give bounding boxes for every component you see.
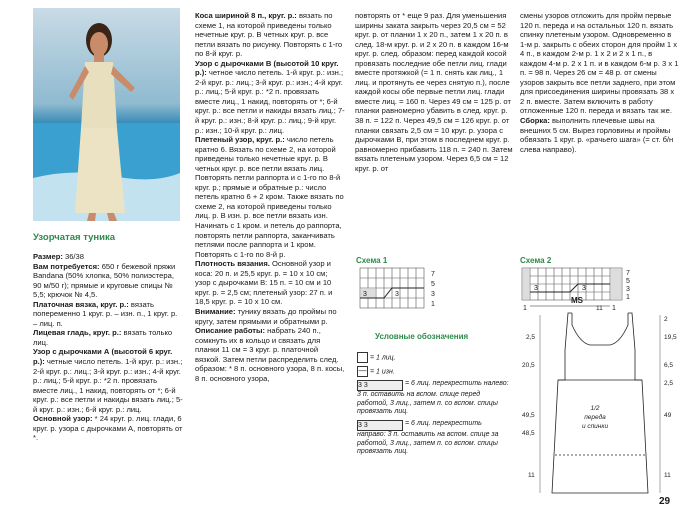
col2-paragraph: Описание работы: набрать 240 п., сомкнуть их в кольцо и связать для планки 11 см = 3 круг. р. платочной вязкой. Затем петли распределить след. образом: * 8 п. основного узора, 8 п. косы, 8 п. основного узора, bbox=[195, 326, 345, 383]
col4-text: смены узоров отложить для пройм первые 120 п. переда и на остальных 120 п. вязать спинку плетеным узором. Одновременно в 1-м р. закрыть с обеих сторон для пройм 1 х 4 п., в каждом 2-м р. 1 х 2 и 2 х 1 п., в каждом 4-м р. 2 х 1 п. и в каждом 6-м р. 3 х 1 п. = 98 п. Через 26 см = 48 р. от смены узоров закрыть все петли заднего, при этом для присоединения ширины провязать 38 х 2 п. вместе. Затем включить в работу отложенные 120 п. переда и вязать так же. bbox=[520, 11, 679, 116]
schema-2-mark-a: 3 bbox=[534, 285, 538, 292]
dim-left-4: 11 bbox=[528, 472, 535, 479]
col2-paragraph: Узор с дырочками В (высотой 10 круг. р.): четное число петель. 1-й круг. р.: изн.; 2-й круг. р.: лиц.; 3-й круг. р.: изн.; 4-й круг. р.: лиц.; 5-й круг. р.: *2 п. провязать вместе лиц., 1 накид, повторять от *; 6-й круг. р.: все петли и накиды вязать лиц.; 7-й круг. р.: изн.; 8-й круг. р.: лиц.; 9-й круг. р.: изн.; 10-й круг. р.: лиц. bbox=[195, 58, 345, 135]
legend-item-purl: — = 1 изн. bbox=[358, 366, 395, 376]
schema-2-row-1: 1 bbox=[626, 294, 630, 301]
dim-left-1: 20,5 bbox=[522, 362, 535, 369]
dim-right-0: 2 bbox=[664, 316, 668, 323]
schema-1-row-3: 3 bbox=[431, 291, 435, 298]
schema-1-row-1: 1 bbox=[431, 301, 435, 308]
page-number: 29 bbox=[659, 496, 671, 507]
col2-paragraph: Внимание: тунику вязать до проймы по кругу, затем прямыми и обратными р. bbox=[195, 306, 337, 326]
col1-paragraph: Платочная вязка, круг. р.: вязать попеременно 1 круг. р. – изн. п., 1 круг. р. – лиц. п. bbox=[33, 299, 178, 328]
schema-2-row-7: 7 bbox=[626, 270, 630, 277]
pattern-label-line1: 1/2 bbox=[590, 405, 600, 412]
schema-1-row-5: 5 bbox=[431, 281, 435, 288]
schema-2-ms-label: MS bbox=[571, 296, 583, 305]
legend-item-knit: = 1 лиц. bbox=[357, 352, 396, 363]
article-title: Узорчатая туника bbox=[33, 232, 115, 243]
col3-text: повторять от * еще 9 раз. Для уменьшения ширины заката закрыть через 20,5 см = 52 круг. р. от планки 1 х 20 п., затем 1 х 20 п. в след. 18-м круг. р. и 2 х 20 п. в каждом 16-м круг. р. след. образом: перед каждой косой провязать последние обе петли лиц. глади вместе протяжкой (= 1 п. снять как лиц., 1 лиц. и протянуть ее через снятую п.), после каждой косы обе первые петли лиц. глади вместе лиц. = 160 п. Через 49 см = 125 р. от планки равномерно убавить в след. круг. р. 38 п. = 122 п. Через 49,5 см = 126 круг. р. от планки связать 2,5 см = 10 круг. р. узора с дырочками В, при этом в последнем круг. р. равномерно прибавить 118 п. = 240 п. Затем вязать плетеным узором. Через 6,5 см = 12 круг. р. от bbox=[355, 11, 513, 173]
col2-paragraph: Плотность вязания. Основной узор и коса: 20 п. и 25,5 круг. р. = 10 х 10 см; узор с дырочками В: 15 п. = 10 см и 10 круг. р. = 2,5 см; плетеный узор: 27 п. и 18,5 круг. р. = 10 х 10 см. bbox=[195, 259, 333, 307]
pattern-label-line3: и спинки bbox=[581, 423, 609, 430]
legend-item-cross-right: 3 3 = 6 лиц. перекрестить направо: 3 п. оставить на вспом. спице за работой, 3 лиц., затем п. со вспом. спицы провязать лиц. bbox=[357, 420, 499, 456]
dim-right-1: 19,5 bbox=[664, 334, 677, 341]
col1-paragraph: Лицевая гладь, круг. р.: вязать только лиц. bbox=[33, 328, 173, 347]
col1-paragraph: Основной узор: * 24 круг. р. лиц. глади, 6 круг. р. узора с дырочками А, повторять от *. bbox=[33, 414, 183, 443]
schema-2-mark-b: 3 bbox=[582, 285, 586, 292]
schema-1-row-7: 7 bbox=[431, 271, 435, 278]
col2-paragraph: Плетеный узор, круг. р.: число петель кратно 6. Вязать по схеме 2, на которой приведены только нечетные круг. р. В четных круг. р. все петли вязать лиц. Повторять петли раппорта и с 1-го по 8-й круг. р.; прямые и обратные р.: число петель кратно 6 + 2 кром. Также вязать по схеме 2, на которой приведены только лиц. р. В изн. р. все петли вязать изн. Начинать с 1 кром. и петель до раппорта, повторять петли раппорта, заканчивать петлями после раппорта и 1 кром. Повторять с 1-го по 8-й р. bbox=[195, 135, 344, 259]
schema-2-title: Схема 2 bbox=[520, 256, 552, 265]
schema-1-chart bbox=[355, 266, 445, 321]
col4-sborka: Сборка: выполнить плечевые швы на внешних 5 см. Вырез горловины и проймы обвязать 1 круг. р. «рачьего шага» (= ст. б/н слева направо). bbox=[520, 116, 674, 154]
schema-1-mark-b: 3 bbox=[395, 291, 399, 298]
col1-paragraph: Размер: 36/38 bbox=[33, 252, 84, 261]
model-photo bbox=[33, 8, 180, 221]
instructions-column-4 bbox=[520, 11, 680, 211]
legend-title: Условные обозначения bbox=[375, 332, 469, 341]
schema-2-end: 1 bbox=[612, 305, 616, 312]
instructions-column-2 bbox=[195, 11, 345, 511]
instructions-column-1 bbox=[33, 252, 183, 472]
legend-item-cross-left: 3 3 = 6 лиц. перекрестить налево: 3 п. оставить на вспом. спице перед работой, 3 лиц., затем п. со вспом. спицы провязать лиц. bbox=[357, 380, 509, 416]
dim-left-2: 49,5 bbox=[522, 412, 535, 419]
dim-left-0: 2,5 bbox=[526, 334, 536, 341]
schema-2-row-3: 3 bbox=[626, 286, 630, 293]
dim-right-4: 49 bbox=[664, 412, 672, 419]
dim-right-2: 6,5 bbox=[664, 362, 674, 369]
instructions-column-3 bbox=[355, 11, 515, 251]
col1-paragraph: Вам потребуется: 650 г бежевой пряжи Bandana (50% хлопка, 50% полиэстера, 90 м/50 г); прямые и круговые спицы № 5,5; крючок № 4,5. bbox=[33, 261, 176, 300]
schema-2-row-5: 5 bbox=[626, 278, 630, 285]
schema-2-begin: 1 bbox=[523, 305, 527, 312]
dim-right-5: 11 bbox=[664, 472, 671, 479]
col1-paragraph: Узор с дырочками А (высотой 6 круг. р.): четные число петель. 1-й круг. р.: изн.; 2-й круг. р.: лиц.; 3-й круг. р.: изн.; 4-й круг. р.: лиц.; 5-й круг. р.: *2 п. провязать вместе лиц., 1 накид, повторять от *; 6-й круг. р.: все петли и накиды вязать лиц.; 5-й круг. р.: изн.; 6-й круг. р.: лиц. bbox=[33, 347, 183, 414]
dim-right-3: 2,5 bbox=[664, 380, 674, 387]
schema-1-mark-a: 3 bbox=[363, 291, 367, 298]
schema-1-title: Схема 1 bbox=[356, 256, 388, 265]
garment-pattern bbox=[510, 305, 690, 500]
col2-paragraph: Коса шириной 8 п., круг. р.: вязать по схеме 1, на которой приведены только нечетные круг. р. В четных круг. р. все петли вязать по рисунку. Повторять с 1-го по 8-й круг. р. bbox=[195, 11, 343, 59]
dim-left-3: 48,5 bbox=[522, 430, 535, 437]
dim-top: 11 bbox=[596, 305, 603, 312]
pattern-label-line2: переда bbox=[584, 414, 606, 421]
